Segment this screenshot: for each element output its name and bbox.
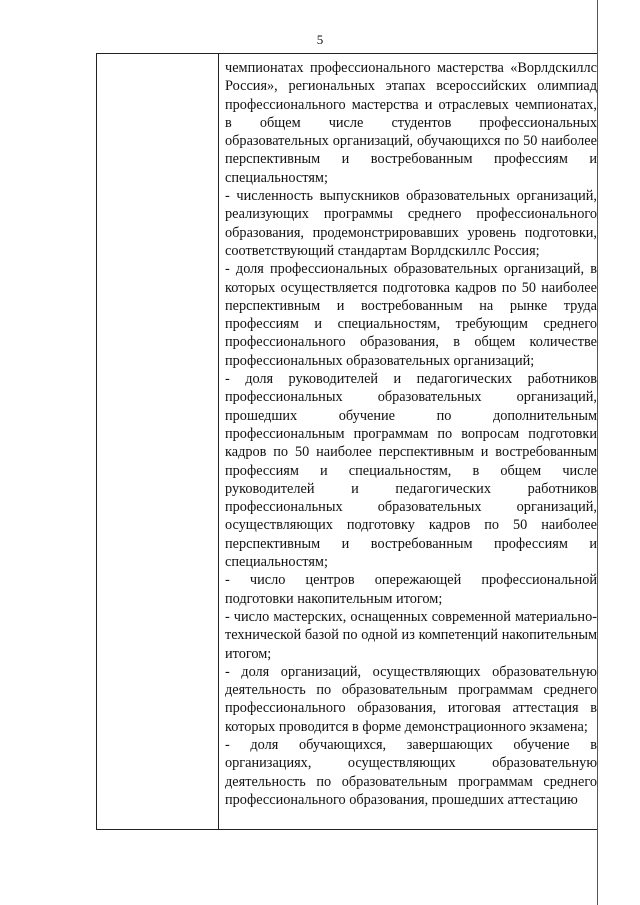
list-item: - число мастерских, оснащенных современной материально-технической базой по одной из компетенций накопительным итогом; (225, 608, 597, 662)
list-item: - доля профессиональных образовательных организаций, в которых осуществляется подготовка кадров по 50 наиболее перспективным и востребованным на рынке труда профессиям и специальностям, требующим среднего профессионального образования, в общем количестве профессиональных образовательных организаций; (225, 261, 597, 369)
list-item: - доля обучающихся, завершающих обучение в организациях, осуществляющих образовательную деятельность по образовательным программам среднего профессионального образования, прошедших аттестацию (225, 736, 597, 808)
list-item: - число центров опережающей профессиональной подготовки накопительным итогом; (225, 572, 597, 607)
list-item: чемпионатах профессионального мастерства «Ворлдскиллс Россия», региональных этапах всероссийских олимпиад профессионального мастерства и отраслевых чемпионатах, в общем числе студентов профессиональных образовательных организаций, обучающихся по 50 наиболее перспективным и востребованным профессиям и специальностям; (225, 60, 597, 186)
table (96, 53, 597, 830)
table-cell-content (225, 59, 597, 809)
list-item: - численность выпускников образовательных организаций, реализующих программы среднего профессионального образования, продемонстрировавших уровень подготовки, соответствующий стандартам Ворлдскиллс Россия; (225, 188, 597, 259)
scan-border-line (597, 0, 598, 905)
list-item: - доля организаций, осуществляющих образовательную деятельность по образовательным программам среднего профессионального образования, итоговая аттестация в которых проводится в форме демонстрационного экзамена; (225, 663, 597, 735)
column-divider (218, 54, 219, 829)
list-item: - доля руководителей и педагогических работников профессиональных образовательных организаций, прошедших обучение по дополнительным профессиональным программам по вопросам подготовки кадров по 50 наиболее перспективным и востребованным профессиям и специальностям, в общем числе руководителей и педагогических работников профессиональных образовательных организаций, осуществляющих подготовку кадров по 50 наиболее перспективным и востребованным профессиям и специальностям; (225, 371, 597, 571)
page-number: 5 (316, 32, 324, 47)
